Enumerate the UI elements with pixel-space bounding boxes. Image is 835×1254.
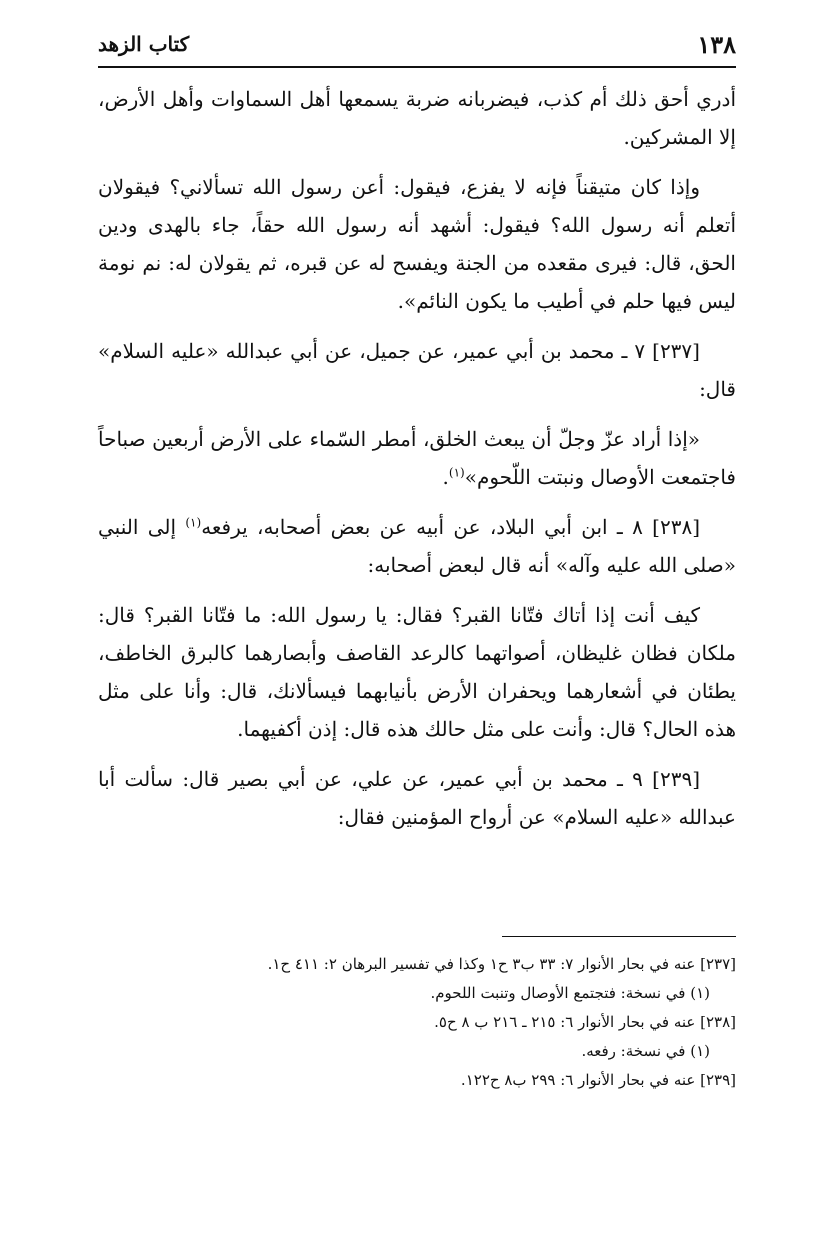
paragraph-believer: وإذا كان متيقناً فإنه لا يفزع، فيقول: أعن رسول الله تسألاني؟ فيقولان أتعلم أنه رسول الله؟ فيقول: أشهد أنه رسول الله حقاً، جاء بالهدى ودين الحق، قال: فيرى مقعده من الجنة ويفسح له عن قبره، ثم يقولان له: نم نومة ليس فيها حلم في أطيب ما يكون النائم». [98,175,736,313]
hadith-238-isnad: [٢٣٨] ٨ ـ ابن أبي البلاد، عن أبيه عن بعض أصحابه، يرفعه$^{(١)}$ إلى النبي «صلى الله عليه وآله» أنه قال لبعض أصحابه: [98,515,736,577]
hadith-237-isnad: [٢٣٧] ٧ ـ محمد بن أبي عمير، عن جميل، عن أبي عبدالله «عليه السلام» قال: [98,339,736,401]
hadith-239-isnad: [٢٣٩] ٩ ـ محمد بن أبي عمير، عن علي، عن أبي بصير قال: سألت أبا عبدالله «عليه السلام» عن أرواح المؤمنين فقال: [98,767,736,829]
footnotes [98,950,736,1095]
footnote-marker: (١) [448,465,465,480]
header-divider [98,66,736,68]
page-number: ١٣٨ [697,30,736,59]
footnote-divider [502,936,736,937]
footnote-237: [٢٣٧] عنه في بحار الأنوار ٧: ٣٣ ب٣ ح١ وكذا في تفسير البرهان ٢: ٤١١ ح١. [267,955,736,973]
hadith-237-text: «إذا أراد عزّ وجلّ أن يبعث الخلق، أمطر السّماء على الأرض أربعين صباحاً فاجتمعت الأوصال ونبتت اللّحوم»$^{(١)}$. [98,427,736,489]
page-header [98,24,736,68]
running-title: كتاب الزهد [98,32,190,56]
hadith-238-text: كيف أنت إذا أتاك فتّانا القبر؟ فقال: يا رسول الله: ما فتّانا القبر؟ قال: ملكان فظان غليظان، أصواتهما كالرعد القاصف وأبصارهما كالبرق الخاطف، يطئان في أشعارهما ويحفران الأرض بأنيابهما فيسألانك، قال: وأنا على مثل هذه الحال؟ قال: وأنت على مثل حالك هذه قال: إذن أكفيهما. [98,603,736,741]
footnote-238: [٢٣٨] عنه في بحار الأنوار ٦: ٢١٥ ـ ٢١٦ ب ٨ ح٥. [434,1013,736,1031]
footnote-237-variant: (١) في نسخة: فتجتمع الأوصال وتنبت اللحوم. [430,984,710,1002]
footnote-239: [٢٣٩] عنه في بحار الأنوار ٦: ٢٩٩ ب٨ ح١٢٢. [460,1071,736,1089]
main-text [98,80,736,848]
footnote-238-variant: (١) في نسخة: رفعه. [581,1042,710,1060]
footnote-marker: (١) [185,515,202,530]
paragraph-continuation: أدري أحق ذلك أم كذب، فيضربانه ضربة يسمعها أهل السماوات وأهل الأرض، إلا المشركين. [98,87,736,149]
